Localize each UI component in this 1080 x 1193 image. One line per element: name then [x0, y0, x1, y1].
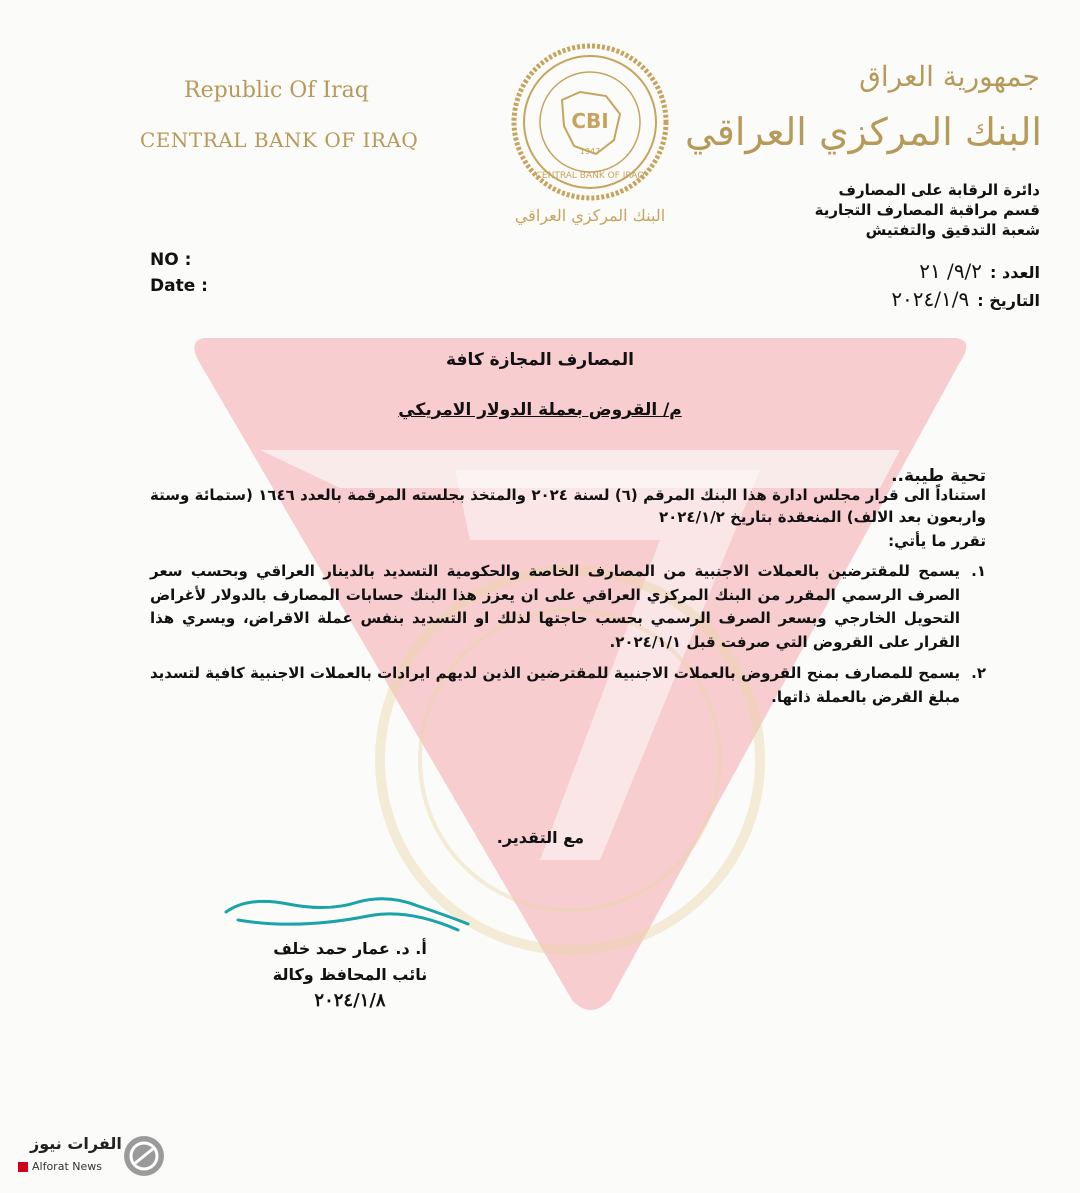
arabic-reference-block — [891, 258, 1040, 314]
ar-no-value: ٩/٢/ ٢١ — [919, 259, 983, 283]
alforat-globe-icon — [122, 1134, 166, 1178]
seal-year: 1947 — [579, 147, 601, 156]
addressee: المصارف المجازة كافة — [446, 350, 634, 370]
subject-line — [0, 400, 1080, 420]
signer-title: نائب المحافظ وكالة — [272, 965, 428, 984]
seal-abbrev: CBI — [571, 109, 609, 133]
intro-paragraph: استناداً الى قرار مجلس ادارة هذا البنك المرقم (٦) لسنة ٢٠٢٤ والمتخذ بجلسته المرقمة بالعدد ١٦٤٦ (ستمائة وستة واربعون بعد الالف) المنعقدة بتاريخ ٢٠٢٤/١/٢ — [150, 486, 986, 526]
closing-regards: مع التقدير. — [496, 828, 584, 847]
dept-line: شعبة التدقيق والتفتيش — [865, 221, 1040, 239]
ar-date-value: ٢٠٢٤/١/٩ — [891, 287, 970, 311]
greeting: تحية طيبة.. — [891, 466, 986, 486]
seal-arabic-caption: البنك المركزي العراقي — [514, 206, 666, 225]
alforat-logo-arabic: الفرات نيوز — [30, 1134, 122, 1153]
arabic-republic-title: جمهورية العراق — [859, 60, 1040, 93]
english-bank-title: CENTRAL BANK OF IRAQ — [140, 128, 419, 152]
list-item — [150, 560, 986, 654]
signer-block — [250, 936, 450, 1014]
dept-line: دائرة الرقابة على المصارف — [838, 181, 1040, 199]
list-item — [150, 662, 986, 709]
letter-body — [150, 484, 986, 709]
department-block — [815, 180, 1040, 240]
cbi-seal-logo — [510, 42, 670, 202]
alforat-logo-english: Alforat News — [32, 1160, 102, 1173]
alforat-red-square-icon — [18, 1162, 28, 1172]
seal-ring-text: CENTRAL BANK OF IRAQ — [535, 171, 645, 181]
item-number: ١. — [971, 562, 986, 580]
signature-date: ٢٠٢٤/١/٨ — [314, 990, 386, 1011]
ar-no-label: العدد : — [990, 263, 1040, 282]
item-text: يسمح للمقترضين بالعملات الاجنبية من المصارف الخاصة والحكومية التسديد بالدينار العراقي وبحسب سعر الصرف الرسمي المقرر من البنك المركزي العراقي على ان يعزز هذا البنك حسابات المصارف بالدولار لأغراض التحويل الخارجي وبسعر الصرف الرسمي بحسب حاجتها لذلك او التسديد بنفس عملة الاقراض، ويسري هذا القرار على القروض التي صرفت قبل ٢٠٢٤/١/١. — [150, 562, 960, 651]
arabic-bank-title: البنك المركزي العراقي — [685, 110, 1042, 154]
decision-heading: تقرر ما يأتي: — [888, 532, 986, 550]
english-republic-title: Republic Of Iraq — [184, 78, 369, 103]
item-text: يسمح للمصارف بمنح القروض بالعملات الاجنبية للمقترضين الذين لديهم ايرادات بالعملات الاجنبية كافية لتسديد مبلغ القرض بالعملة ذاتها. — [150, 664, 960, 706]
signer-name: أ. د. عمار حمد خلف — [273, 939, 427, 958]
date-label: Date : — [150, 276, 208, 296]
no-label: NO : — [150, 250, 192, 270]
ar-date-label: التاريخ : — [977, 291, 1040, 310]
dept-line: قسم مراقبة المصارف التجارية — [814, 201, 1040, 219]
item-number: ٢. — [971, 664, 986, 682]
subject-text: م/ القروض بعملة الدولار الامريكي — [398, 400, 682, 420]
